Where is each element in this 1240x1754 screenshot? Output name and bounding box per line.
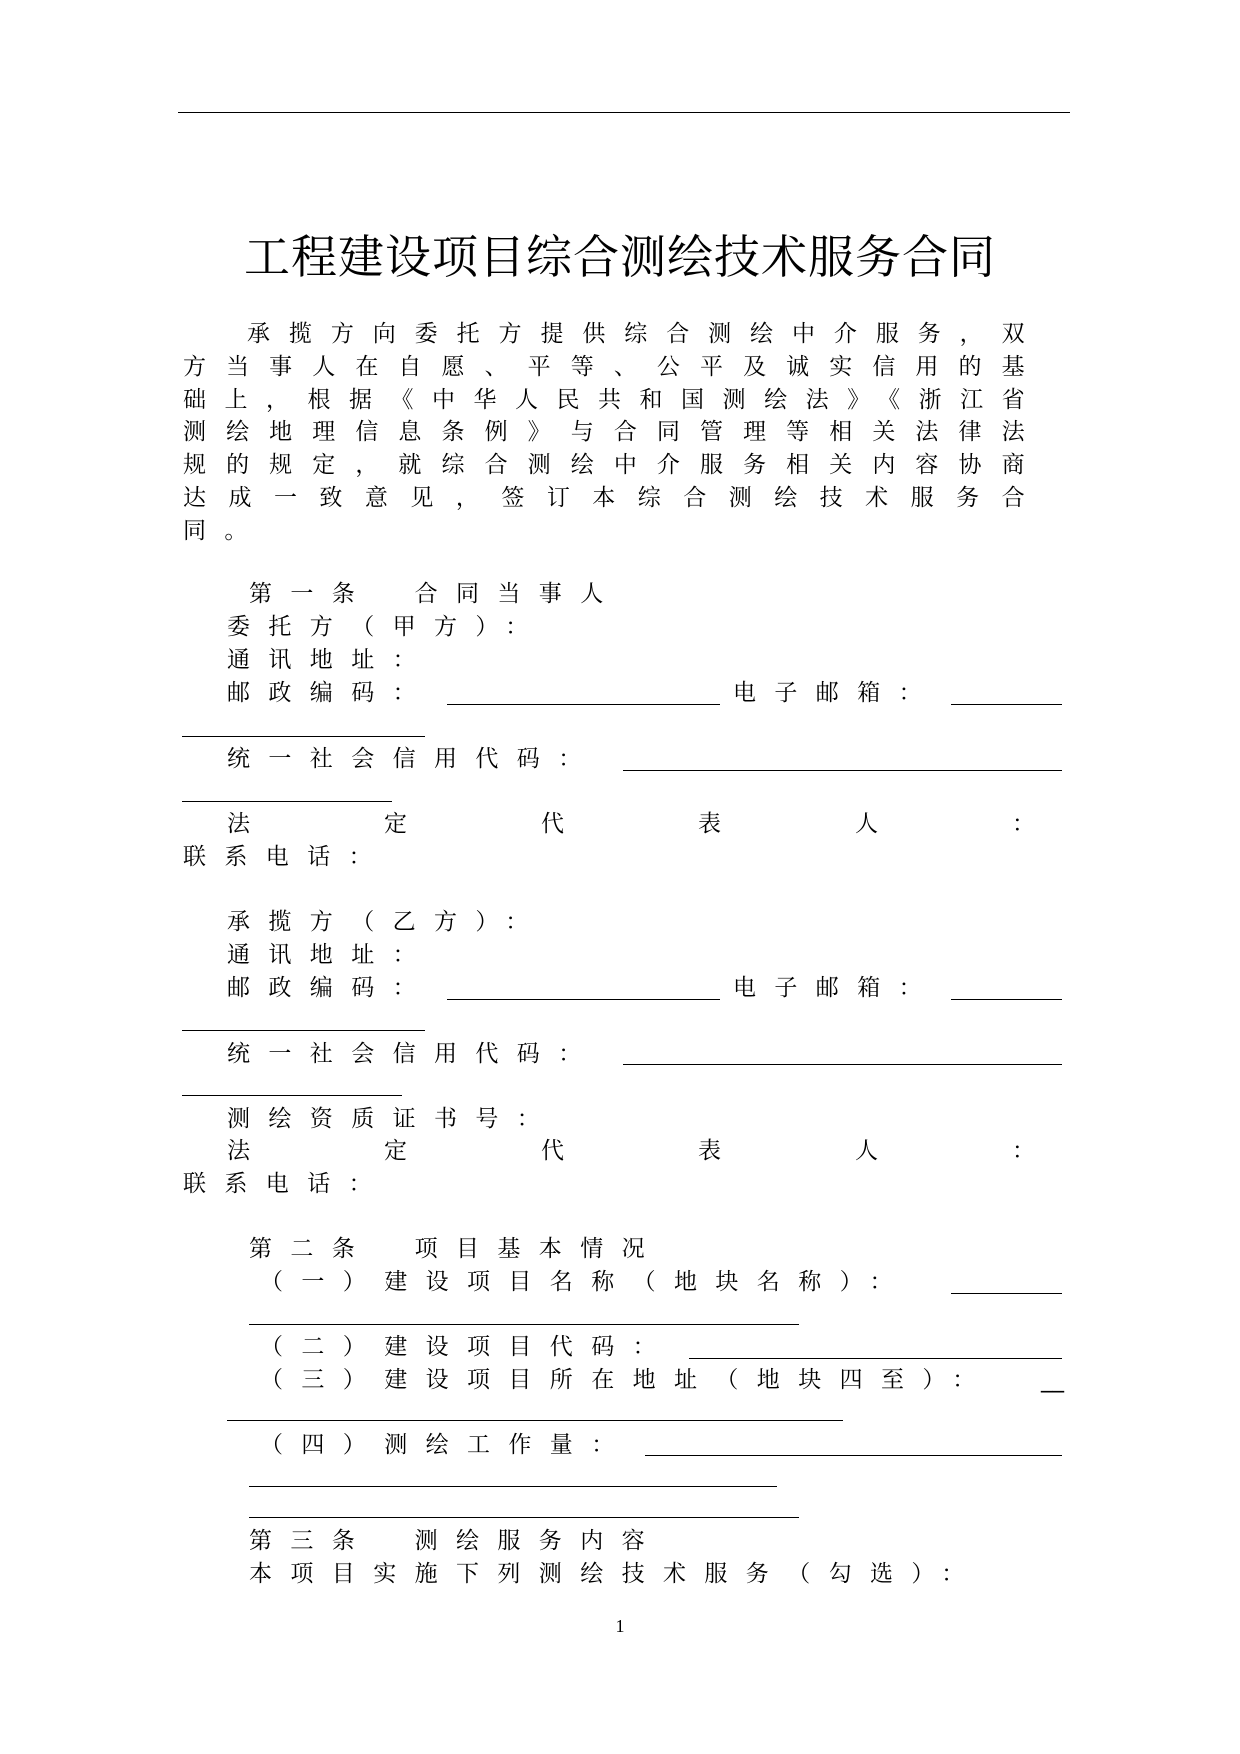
party-b-credit-code-field-cont[interactable] (182, 1095, 402, 1096)
party-b-postcode-label: 邮政编码： (227, 975, 434, 1001)
party-b-address-label: 通讯地址： (227, 942, 434, 968)
party-b-phone-label: 联系电话： (183, 1171, 390, 1197)
project-code-label: （二）建设项目代码： (260, 1334, 674, 1360)
legal-rep-char: 人 (855, 1138, 878, 1164)
article2-heading: 第二条 项目基本情况 (249, 1236, 663, 1262)
project-name-label: （一）建设项目名称（地块名称）： (260, 1269, 911, 1295)
party-a-credit-code-label: 统一社会信用代码： (227, 746, 600, 772)
party-b-email-label: 电子邮箱： (733, 975, 940, 1001)
project-address-label: （三）建设项目所在地址（地块四至）： (260, 1367, 994, 1393)
party-b-postcode-field[interactable] (447, 999, 720, 1000)
legal-rep-char: 定 (384, 1138, 407, 1164)
party-a-legal-rep-label (227, 808, 1035, 841)
party-a-address-label: 通讯地址： (227, 647, 434, 673)
legal-rep-char: 法 (227, 811, 250, 837)
intro-paragraph: 承揽方向委托方提供综合测绘中介服务，双方当事人在自愿、平等、公平及诚实信用的基础上，根据《中华人民共和国测绘法》《浙江省测绘地理信息条例》与合同管理等相关法律法规的规定，就综合测绘中介服务相关内容协商达成一致意见，签订本综合测绘技术服务合同。 (183, 321, 1043, 544)
party-a-label: 委托方（甲方）： (227, 614, 547, 640)
workload-field-cont[interactable] (249, 1486, 777, 1487)
legal-rep-char: 法 (227, 1138, 250, 1164)
party-a-postcode-field[interactable] (447, 704, 720, 705)
party-a-email-label: 电子邮箱： (733, 680, 940, 706)
legal-rep-char: 代 (541, 1138, 564, 1164)
legal-rep-char: 表 (698, 811, 721, 837)
page-number: 1 (615, 1616, 625, 1636)
project-name-field[interactable] (951, 1293, 1062, 1294)
legal-rep-char: ： (1012, 811, 1035, 837)
service-content-label: 本项目实施下列测绘技术服务（勾选）： (249, 1561, 983, 1587)
article1-heading: 第一条 合同当事人 (249, 581, 622, 607)
party-b-label: 承揽方（乙方）： (227, 909, 547, 935)
project-name-field-cont[interactable] (249, 1324, 799, 1325)
party-b-email-field-cont[interactable] (182, 1030, 425, 1031)
workload-field-cont2[interactable] (249, 1517, 799, 1518)
contract-title: 工程建设项目综合测绘技术服务合同 (244, 230, 996, 284)
party-b-credit-code-field[interactable] (623, 1064, 1062, 1065)
workload-label: （四）测绘工作量： (260, 1432, 633, 1458)
party-a-credit-code-field-cont[interactable] (182, 801, 392, 802)
legal-rep-char: ： (1012, 1138, 1035, 1164)
party-b-credit-code-label: 统一社会信用代码： (227, 1041, 600, 1067)
party-b-certificate-label: 测绘资质证书号： (227, 1106, 559, 1132)
project-address-field[interactable]: __ (1041, 1367, 1064, 1393)
legal-rep-char: 定 (384, 811, 407, 837)
header-rule (178, 112, 1070, 113)
workload-field[interactable] (645, 1455, 1062, 1456)
article3-heading: 第三条 测绘服务内容 (249, 1528, 663, 1554)
legal-rep-char: 表 (698, 1138, 721, 1164)
party-a-postcode-label: 邮政编码： (227, 680, 434, 706)
legal-rep-char: 人 (855, 811, 878, 837)
project-address-field-cont[interactable] (227, 1420, 843, 1421)
party-b-email-field[interactable] (951, 999, 1062, 1000)
legal-rep-char: 代 (541, 811, 564, 837)
party-b-legal-rep-label (227, 1135, 1035, 1168)
party-a-email-field[interactable] (951, 704, 1062, 705)
party-a-email-field-cont[interactable] (182, 736, 425, 737)
party-a-credit-code-field[interactable] (623, 770, 1062, 771)
project-code-field[interactable] (689, 1358, 1062, 1359)
party-a-phone-label: 联系电话： (183, 844, 390, 870)
